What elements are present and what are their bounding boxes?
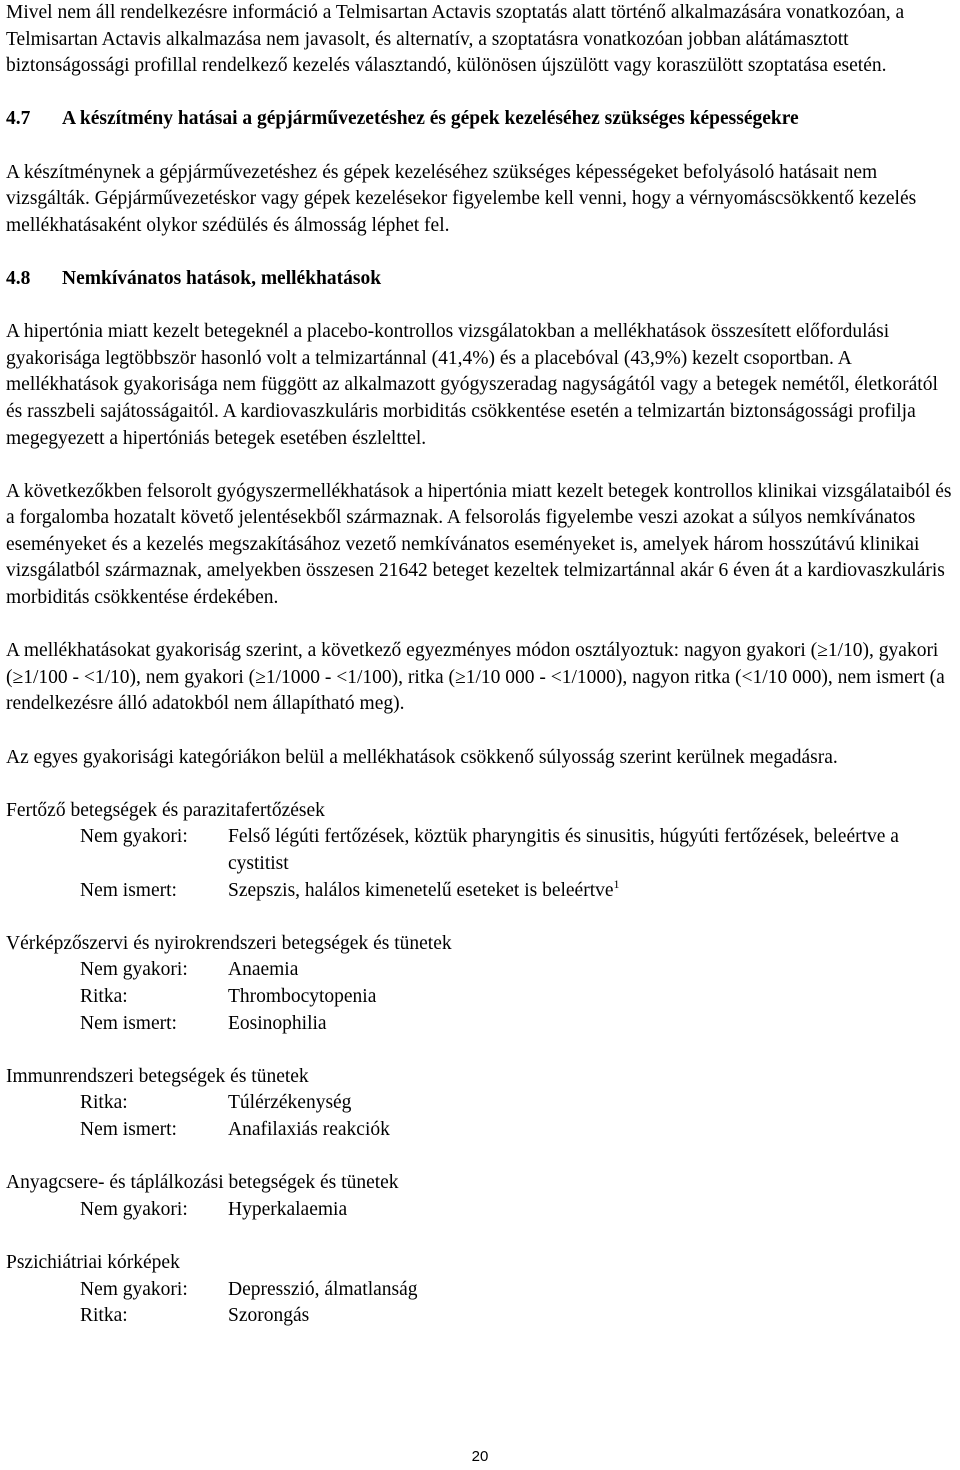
frequency-label: Ritka: <box>80 1092 128 1114</box>
adverse-reaction-terms: Felső légúti fertőzések, köztük pharyngitis és sinusitis, húgyúti fertőzések, beleértve a cystitist <box>228 826 899 874</box>
frequency-row <box>6 984 954 1011</box>
frequency-row <box>6 1117 954 1144</box>
adverse-reaction-terms: Eosinophilia <box>228 1012 327 1034</box>
frequency-label: Nem gyakori: <box>80 1198 188 1220</box>
soc-group-infections <box>6 798 954 904</box>
soc-group-psychiatric <box>6 1250 954 1330</box>
soc-title: Vérképzőszervi és nyirokrendszeri betegségek és tünetek <box>6 932 452 954</box>
frequency-row <box>6 1277 954 1304</box>
adverse-reaction-terms: Túlérzékenység <box>228 1092 352 1114</box>
frequency-row <box>6 1011 954 1038</box>
section-4-7-heading <box>6 106 954 133</box>
section-4-7-text: A készítménynek a gépjárművezetéshez és gépek kezeléséhez szükséges képességeket befolyásoló hatásait nem vizsgálták. Gépjárművezetéskor vagy gépek kezelésekor figyelembe kell venni, hogy a vérnyomáscsökkentő kezelés mellékhatásaként olykor szédülés és álmosság léphet fel. <box>6 161 917 236</box>
soc-title: Anyagcsere- és táplálkozási betegségek és tünetek <box>6 1172 399 1194</box>
frequency-label: Nem gyakori: <box>80 1278 188 1300</box>
adverse-reaction-terms: Anafilaxiás reakciók <box>228 1118 390 1140</box>
soc-group-immune <box>6 1064 954 1144</box>
section-4-8-heading <box>6 266 954 293</box>
frequency-row <box>6 957 954 984</box>
frequency-label: Ritka: <box>80 1305 128 1327</box>
section-number: 4.8 <box>6 267 31 289</box>
adverse-reaction-terms: Thrombocytopenia <box>228 985 377 1007</box>
adverse-reaction-terms: Anaemia <box>228 959 299 981</box>
soc-title: Fertőző betegségek és parazitafertőzések <box>6 799 325 821</box>
section-4-8-paragraph: A mellékhatásokat gyakoriság szerint, a következő egyezményes módon osztályoztuk: nagyon gyakori (≥1/10), gyakori (≥1/100 - <1/10), nem gyakori (≥1/1000 - <1/100), ritka (≥1/10 000 - <1/1000), nagyon ritka (<1/10 000), nem ismert (a rendelkezésre álló adatokból nem állapítható meg). <box>6 640 945 715</box>
adverse-reaction-terms: Szorongás <box>228 1305 310 1327</box>
footnote-marker: 1 <box>613 876 620 891</box>
frequency-row <box>6 1197 954 1224</box>
section-4-8-paragraph: A hipertónia miatt kezelt betegeknél a placebo-kontrollos vizsgálatokban a mellékhatások összesített előfordulási gyakorisága legtöbbször hasonló volt a telmizartánnal (41,4%) és a placebóval (43,9%) kezelt csoportban. A mellékhatások gyakorisága nem függött az alkalmazott gyógyszeradag nagyságától vagy a betegek nemétől, életkorától és rasszbeli sajátosságaitól. A kardiovaszkuláris morbiditás csökkentése esetén a telmizartán biztonságossági profilja megegyezett a hipertóniás betegek esetében észlelttel. <box>6 321 938 449</box>
adverse-reaction-terms: Depresszió, álmatlanság <box>228 1278 418 1300</box>
frequency-label: Ritka: <box>80 985 128 1007</box>
document-page <box>6 0 954 1356</box>
frequency-row <box>6 1303 954 1330</box>
section-4-8-paragraph: Az egyes gyakorisági kategóriákon belül a mellékhatások csökkenő súlyosság szerint kerülnek megadásra. <box>6 746 838 768</box>
soc-group-blood <box>6 931 954 1037</box>
breastfeeding-paragraph: Mivel nem áll rendelkezésre információ a Telmisartan Actavis szoptatás alatt történő alkalmazására vonatkozóan, a Telmisartan Actavis alkalmazása nem javasolt, és alternatív, a szoptatásra vonatkozóan jobban alátámasztott biztonságossági profillal rendelkező kezelés választandó, különösen újszülött vagy koraszülött szoptatása esetén. <box>6 2 905 77</box>
soc-title: Pszichiátriai kórképek <box>6 1251 180 1273</box>
frequency-label: Nem ismert: <box>80 1118 177 1140</box>
frequency-label: Nem gyakori: <box>80 959 188 981</box>
page-number: 20 <box>471 1448 489 1465</box>
frequency-label: Nem ismert: <box>80 879 177 901</box>
soc-title: Immunrendszeri betegségek és tünetek <box>6 1065 309 1087</box>
soc-group-metabolism <box>6 1170 954 1223</box>
adverse-reaction-terms: Hyperkalaemia <box>228 1198 348 1220</box>
adverse-reaction-terms: Szepszis, halálos kimenetelű eseteket is beleértve <box>228 879 614 901</box>
section-number: 4.7 <box>6 108 31 130</box>
section-4-8-paragraph: A következőkben felsorolt gyógyszermellékhatások a hipertónia miatt kezelt betegek kontrollos klinikai vizsgálataiból és a forgalomba hozatalt követő jelentésekből származnak. A felsorolás figyelembe veszi azokat a súlyos nemkívánatos eseményeket és a kezelés megszakításához vezető nemkívánatos eseményeket is, amelyek három hosszútávú klinikai vizsgálatból származnak, amelyekben összesen 21642 beteget kezeltek telmizartánnal akár 6 éven át a kardiovaszkuláris morbiditás csökkentése érdekében. <box>6 480 952 609</box>
frequency-row <box>6 1090 954 1117</box>
section-title: A készítmény hatásai a gépjárművezetéshez és gépek kezeléséhez szükséges képességekre <box>62 108 799 130</box>
frequency-row <box>6 878 954 905</box>
frequency-label: Nem gyakori: <box>80 826 188 848</box>
frequency-row <box>6 824 954 877</box>
frequency-label: Nem ismert: <box>80 1012 177 1034</box>
section-title: Nemkívánatos hatások, mellékhatások <box>62 267 382 289</box>
